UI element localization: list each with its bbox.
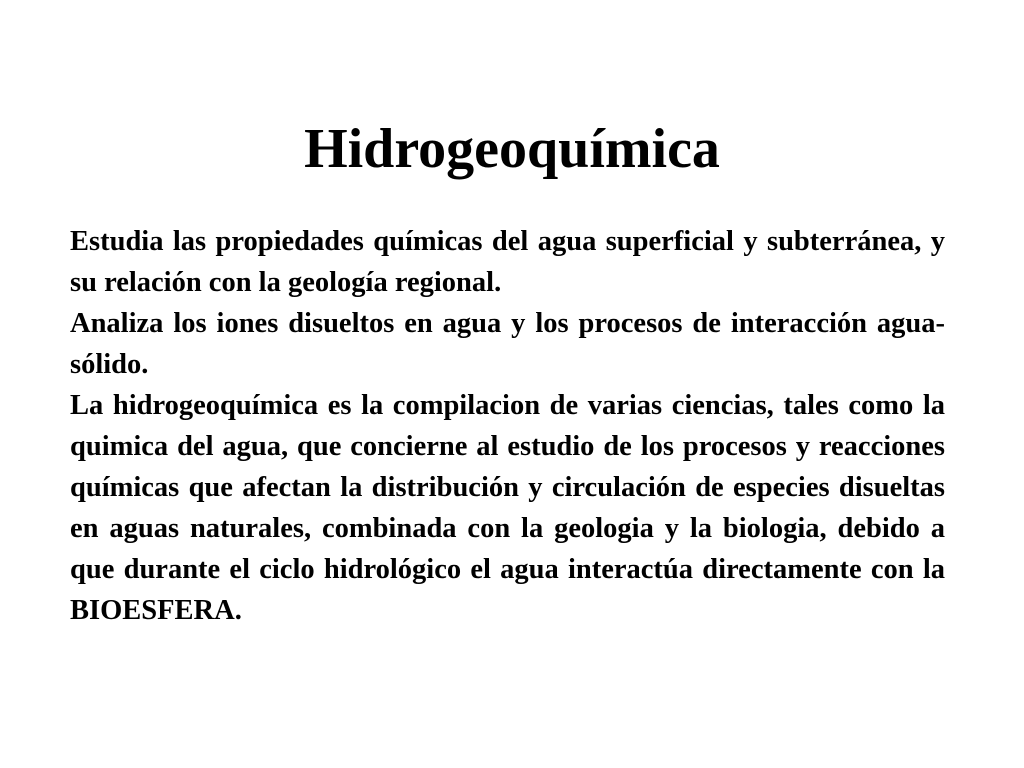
slide-body	[70, 221, 945, 631]
slide-title: Hidrogeoquímica	[304, 118, 720, 180]
paragraph-description: La hidrogeoquímica es la compilacion de varias ciencias, tales como la quimica del agua, que concierne al estudio de los procesos y reacciones químicas que afectan la distribución y circulación de especies disueltas en aguas naturales, combinada con la geologia y la biologia, debido a que durante el ciclo hidrológico el agua interactúa directamente con la BIOESFERA.	[70, 390, 945, 626]
paragraph-analysis: Analiza los iones disueltos en agua y los procesos de interacción agua-sólido.	[70, 308, 945, 380]
paragraph-definition: Estudia las propiedades químicas del agua superficial y subterránea, y su relación con la geología regional.	[70, 226, 945, 298]
